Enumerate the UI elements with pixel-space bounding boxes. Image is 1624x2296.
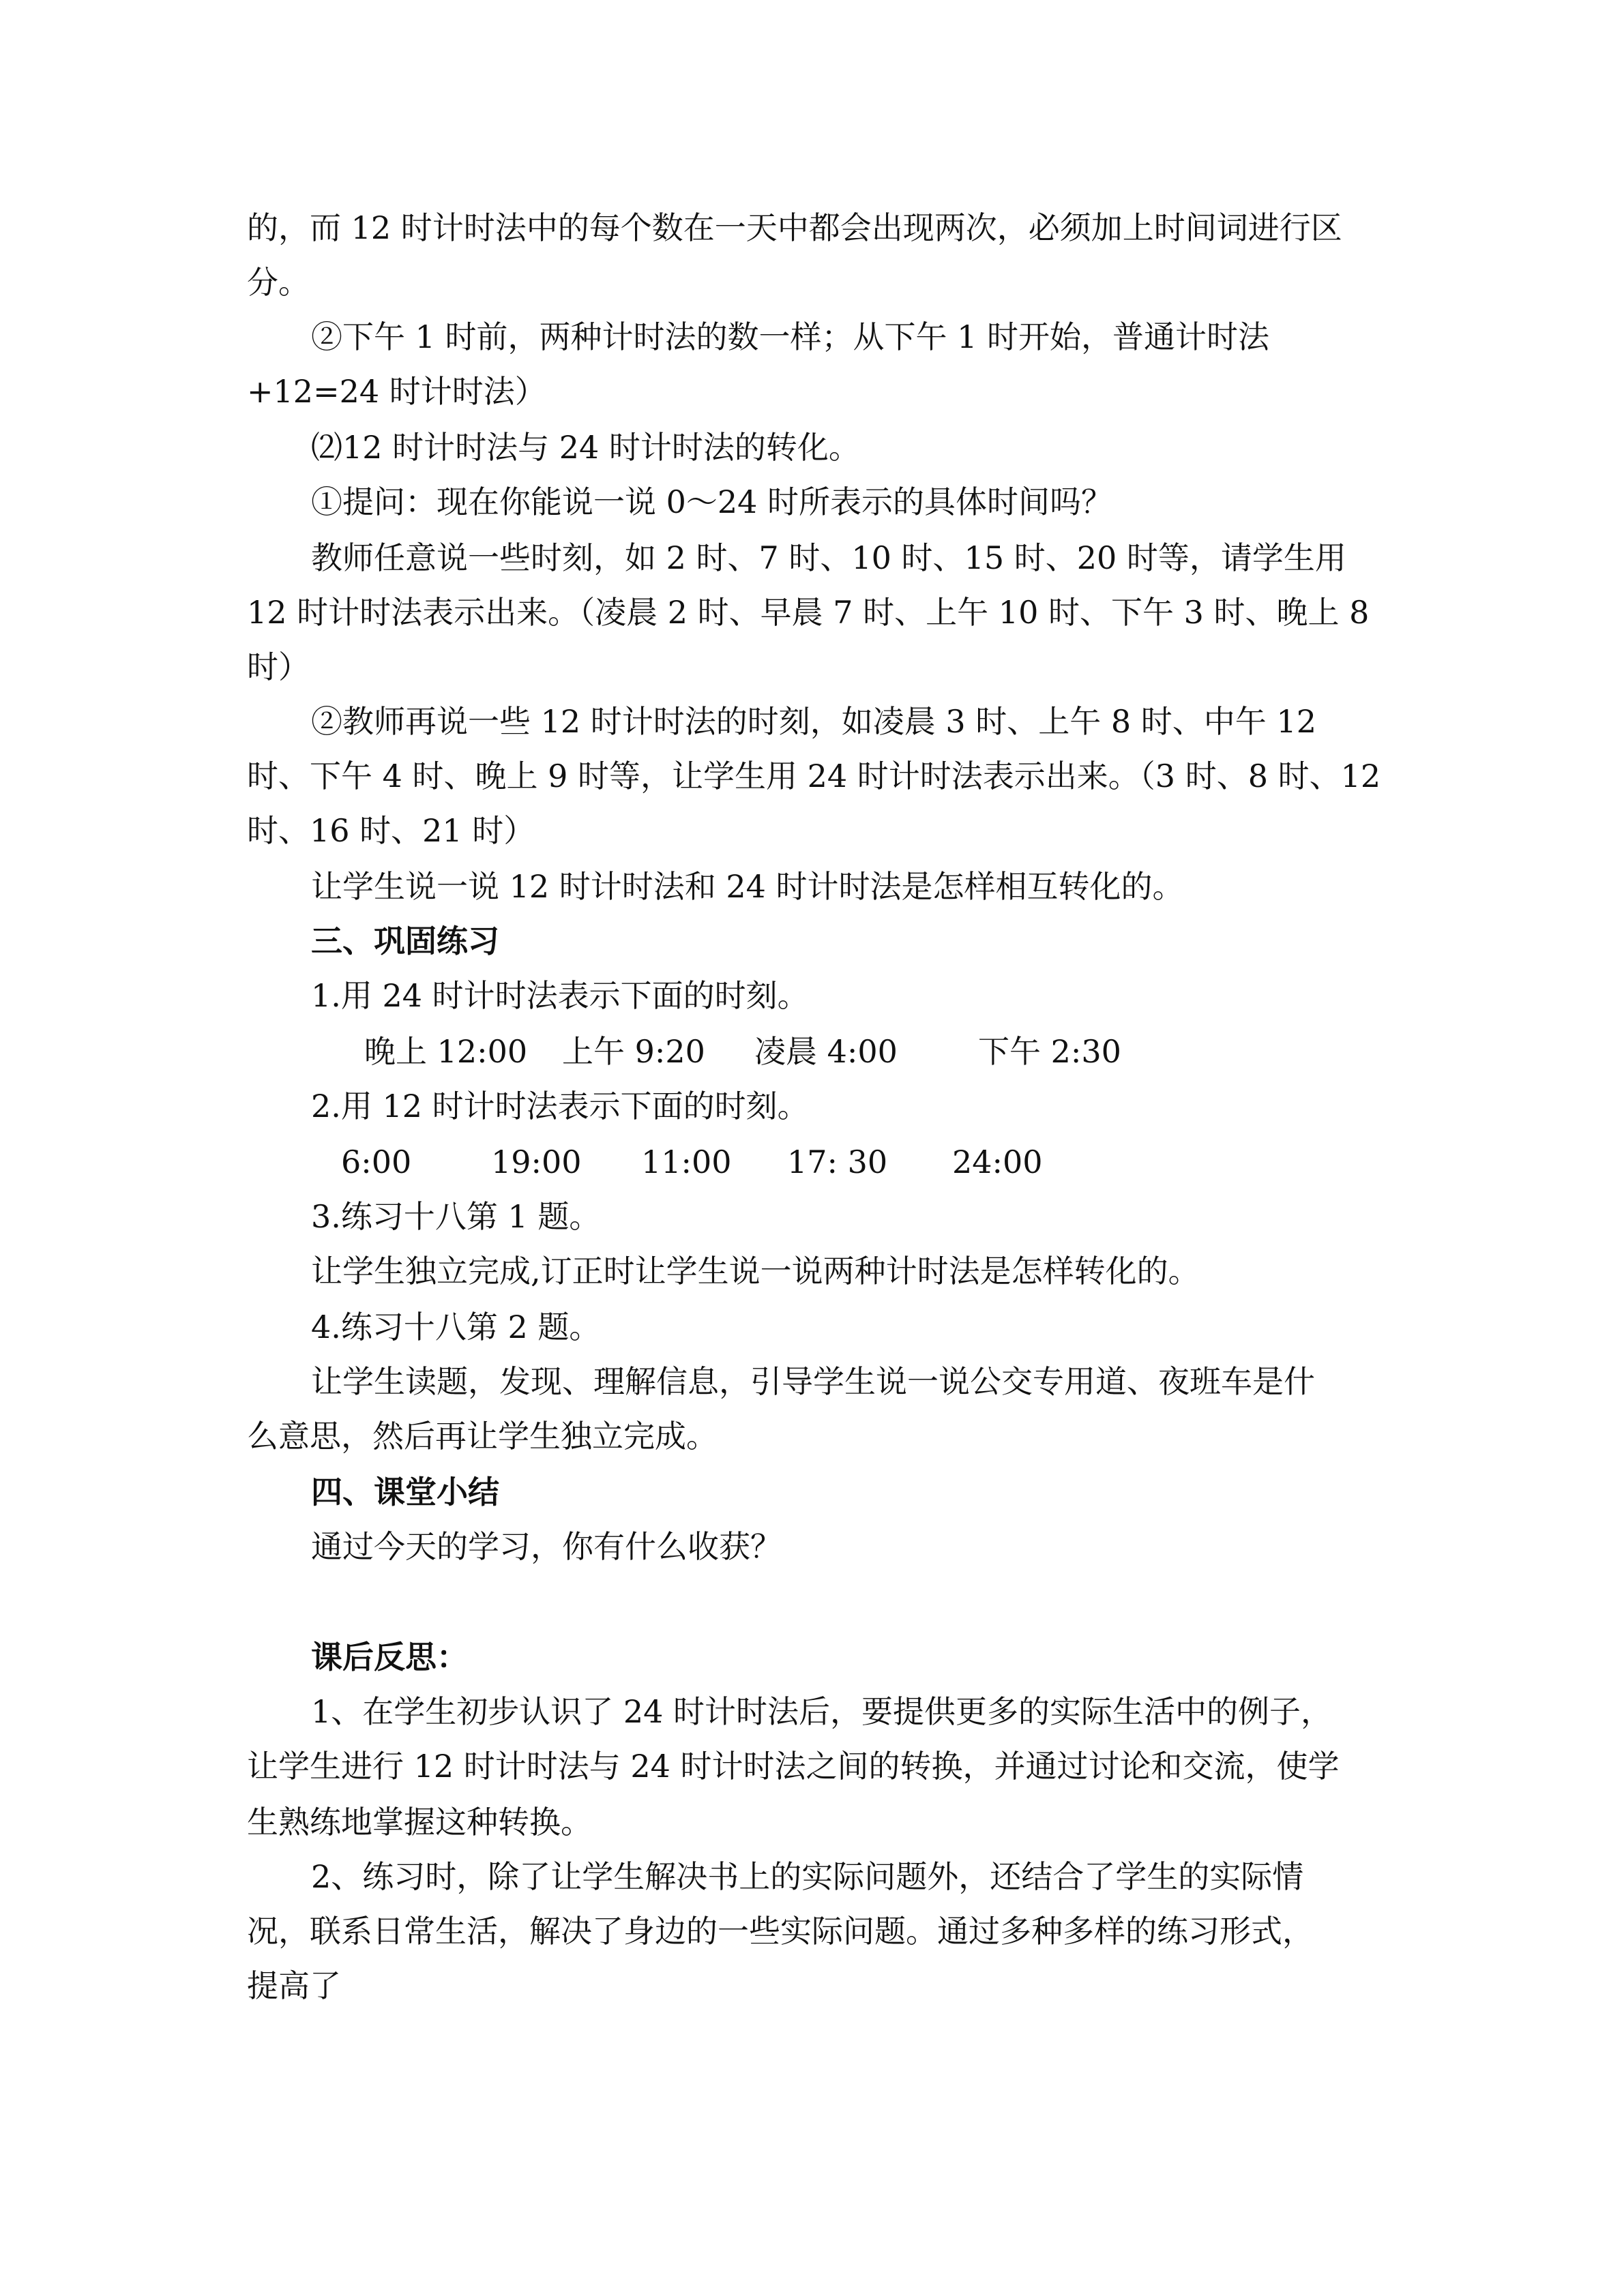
exercise-question: 1.用 24 时计时法表示下面的时刻。 (311, 977, 809, 1014)
time-item: 17: 30 (787, 1144, 888, 1180)
paragraph-line: 时） (247, 648, 310, 685)
time-item: 24:00 (952, 1144, 1043, 1180)
time-item: 下午 2:30 (978, 1033, 1121, 1070)
paragraph-line: 12 时计时法表示出来。（凌晨 2 时、早晨 7 时、上午 10 时、下午 3 时、晚上 8 (247, 594, 1370, 631)
paragraph-line: ⑵12 时计时法与 24 时计时法的转化。 (311, 429, 860, 466)
paragraph-line: 让学生独立完成,订正时让学生说一说两种计时法是怎样转化的。 (311, 1253, 1200, 1289)
reflection-heading: 课后反思： (311, 1639, 468, 1675)
time-item: 晚上 12:00 (364, 1033, 528, 1070)
paragraph-line: +12=24 时计时法） (247, 373, 546, 410)
paragraph-line: 提高了 (247, 1967, 341, 2004)
paragraph-line: 分。 (247, 264, 310, 301)
paragraph-line: 教师任意说一些时刻，如 2 时、7 时、10 时、15 时、20 时等，请学生用 (311, 539, 1346, 576)
section-heading: 四、课堂小结 (311, 1474, 499, 1510)
time-item: 11:00 (641, 1144, 732, 1180)
paragraph-line: 生熟练地掌握这种转换。 (247, 1804, 592, 1840)
paragraph-line: 况，联系日常生活，解决了身边的一些实际问题。通过多种多样的练习形式， (247, 1913, 1314, 1950)
paragraph-line: ①提问：现在你能说一说 0～24 时所表示的具体时间吗？ (311, 483, 1113, 520)
paragraph-line: 让学生读题，发现、理解信息，引导学生说一说公交专用道、夜班车是什 (311, 1363, 1315, 1400)
time-item: 上午 9:20 (562, 1033, 705, 1070)
time-item: 凌晨 4:00 (754, 1033, 898, 1070)
paragraph-line: 的，而 12 时计时法中的每个数在一天中都会出现两次，必须加上时间词进行区 (247, 209, 1342, 246)
time-item: 19:00 (491, 1144, 582, 1180)
paragraph-line: 2、练习时，除了让学生解决书上的实际问题外，还结合了学生的实际情 (311, 1858, 1304, 1895)
paragraph-line: 让学生说一说 12 时计时法和 24 时计时法是怎样相互转化的。 (311, 868, 1184, 905)
paragraph-line: 时、16 时、21 时） (247, 812, 535, 849)
exercise-question: 3.练习十八第 1 题。 (311, 1198, 601, 1235)
exercise-question: 2.用 12 时计时法表示下面的时刻。 (311, 1088, 809, 1124)
paragraph-line: 时、下午 4 时、晚上 9 时等，让学生用 24 时计时法表示出来。（3 时、8 时、12 (247, 758, 1381, 794)
paragraph-line: ②下午 1 时前，两种计时法的数一样；从下午 1 时开始，普通计时法 (311, 318, 1270, 355)
exercise-question: 4.练习十八第 2 题。 (311, 1309, 601, 1345)
time-item: 6:00 (341, 1144, 412, 1180)
section-heading: 三、巩固练习 (311, 923, 499, 959)
paragraph-line: 1、在学生初步认识了 24 时计时法后，要提供更多的实际生活中的例子， (311, 1693, 1333, 1730)
paragraph-line: 通过今天的学习，你有什么收获？ (311, 1528, 782, 1565)
paragraph-line: ②教师再说一些 12 时计时法的时刻，如凌晨 3 时、上午 8 时、中午 12 (311, 703, 1316, 740)
paragraph-line: 让学生进行 12 时计时法与 24 时计时法之间的转换，并通过讨论和交流，使学 (247, 1748, 1340, 1785)
paragraph-line: 么意思，然后再让学生独立完成。 (247, 1418, 718, 1455)
